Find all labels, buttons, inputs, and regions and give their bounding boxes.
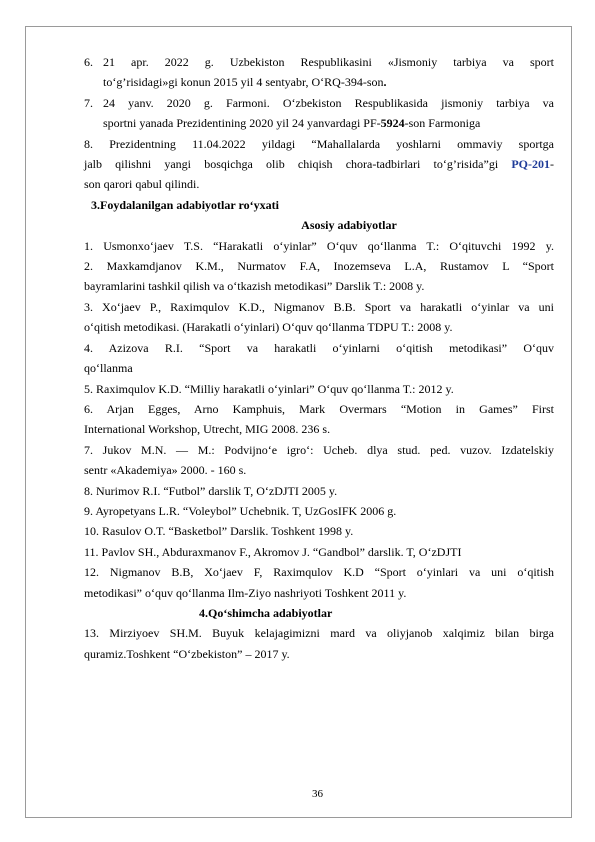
reference-13: 13. Mirziyoev SH.M. Buyuk kelajagimizni mard va oliyjanob xalqimiz bilan birga quramiz.Toshkent “O‘zbekiston” – 2017 y. bbox=[84, 626, 554, 661]
section-4-heading: 4.Qo‘shimcha adabiyotlar bbox=[199, 605, 333, 620]
list-text-line: 21 apr. 2022 g. Uzbekiston Respublikasini «Jismoniy tarbiya va sport bbox=[103, 55, 554, 69]
list-number: 6. bbox=[84, 55, 93, 69]
list-text-line: 24 yanv. 2020 g. Farmoni. O‘zbekiston Respublikasida jismoniy tarbiya va bbox=[103, 95, 554, 110]
page-number: 36 bbox=[312, 788, 323, 800]
paragraph-item-8 bbox=[84, 134, 554, 195]
reference-4: 4. Azizova R.I. “Sport va harakatli o‘yinlarni o‘qitish metodikasi” O‘quv qo‘llanma bbox=[84, 340, 554, 376]
reference-5: 5. Raximqulov K.D. “Milliy harakatli o‘yinlari” O‘quv qo‘llanma T.: 2012 y. bbox=[84, 381, 454, 396]
reference-6: 6. Arjan Egges, Arno Kamphuis, Mark Overmars “Motion in Games” First International Workshop, Utrecht, MIG 2008. 236 s. bbox=[84, 401, 554, 437]
list-text-line: sportni yanada Prezidentining 2020 yil 24 yanvardagi PF-5924-son Farmoniga bbox=[103, 116, 481, 131]
section-3-heading: 3.Foydalanilgan adabiyotlar ro‘yxati bbox=[91, 197, 279, 212]
reference-10: 10. Rasulov O.T. “Basketbol” Darslik. Toshkent 1998 y. bbox=[84, 524, 354, 539]
decree-link: PQ-201 bbox=[511, 157, 550, 172]
reference-12: 12. Nigmanov B.B, Xo‘jaev F, Raximqulov K.D “Sport o‘yinlari va uni o‘qitish metodikasi” o‘quv qo‘llanma Ilm-Ziyo nashriyoti Toshkent 2011 y. bbox=[84, 565, 554, 600]
reference-8: 8. Nurimov R.I. “Futbol” darslik T, O‘zDJTI 2005 y. bbox=[84, 483, 338, 498]
reference-3: 3. Xo‘jaev P., Raximqulov K.D., Nigmanov B.B. Sport va harakatli o‘yinlar va uni o‘qitish metodikasi. (Harakatli o‘yinlari) O‘quv qo‘llanma TDPU T.: 2008 y. bbox=[84, 299, 554, 335]
paragraph-line: son qarori qabul qilindi. bbox=[84, 177, 200, 192]
document-body bbox=[84, 52, 554, 664]
reference-1: 1. Usmonxo‘jaev T.S. “Harakatli o‘yinlar” O‘quv qo‘llanma T.: O‘qituvchi 1992 y. bbox=[84, 238, 554, 253]
reference-9: 9. Ayropetyans L.R. “Voleybol” Uchebnik. T, UzGosIFK 2006 g. bbox=[84, 503, 397, 518]
list-number: 7. bbox=[84, 95, 93, 110]
reference-11: 11. Pavlov SH., Abduraxmanov F., Akromov J. “Gandbol” darslik. T, O‘zDJTI bbox=[84, 544, 462, 559]
main-literature-heading: Asosiy adabiyotlar bbox=[301, 218, 397, 233]
list-item-6 bbox=[84, 52, 554, 93]
reference-2: 2. Maxkamdjanov K.M., Nurmatov F.A, Inozemseva L.A, Rustamov L “Sport bayramlarini tashkil qilish va o‘tkazish metodikasi” Darslik T.: 2008 y. bbox=[84, 259, 554, 294]
reference-7: 7. Jukov M.N. — M.: Podvijno‘e igro‘: Ucheb. dlya stud. ped. vuzov. Izdatelskiy sentr «Akademiya» 2000. - 160 s. bbox=[84, 442, 554, 478]
paragraph-line: jalb qilishni yangi bosqichga olib chiqish chora-tadbirlari to‘g’risida”gi PQ-201- bbox=[84, 157, 554, 172]
list-item-7 bbox=[84, 93, 554, 134]
list-text-line: to‘g’risidagi»gi konun 2015 yil 4 sentyabr, O‘RQ-394-son. bbox=[103, 75, 387, 90]
paragraph-line: 8. Prezidentning 11.04.2022 yildagi “Mahallalarda yoshlarni ommaviy sportga bbox=[84, 136, 554, 151]
